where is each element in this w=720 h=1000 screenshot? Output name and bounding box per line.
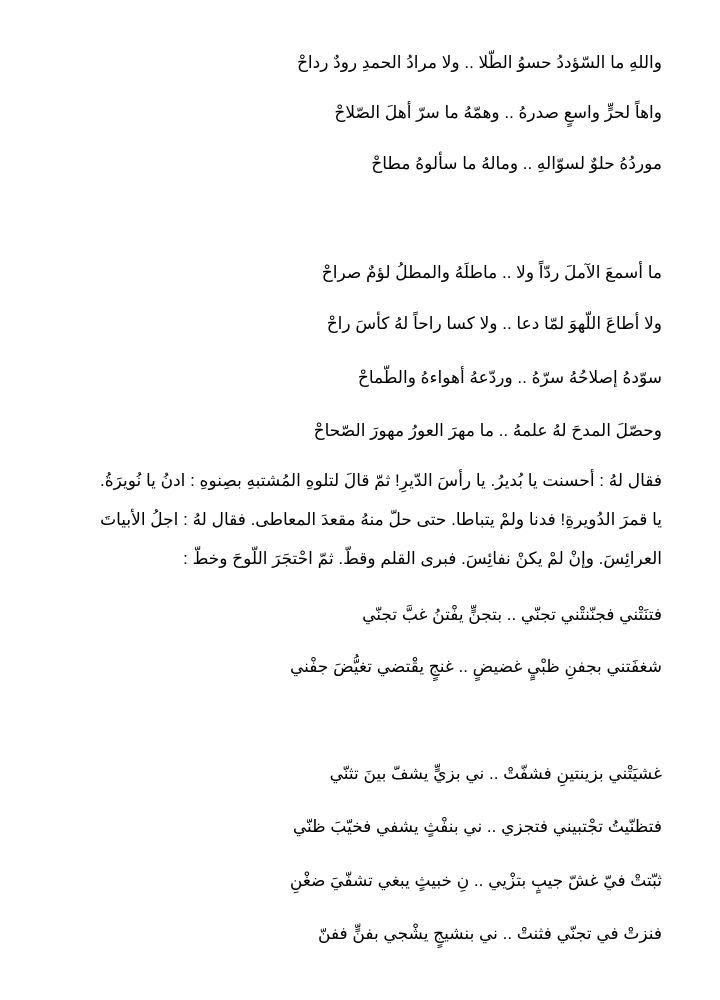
verse-line: فنزتْ في تجنّي فثنتْ .. ني بنشيجٍ يشْجي بفنٍّ ففنّ [318, 924, 662, 943]
verse-line: غشيَتْني بزينتينِ فشفّتْ .. ني بزيٍّ يشفّ بينَ تثنّي [329, 764, 662, 783]
prose-paragraph [8, 470, 662, 587]
verse-line: ما أسمعَ الآملَ ردّاً ولا .. ماطلَهُ والمطلُ لؤمٌ صراحْ [321, 263, 662, 282]
verse-line: واهاً لحرٍّ واسعٍ صدرهُ .. وهمّهُ ما سرّ أهلَ الصّلاحْ [334, 103, 662, 122]
verse-line: شغفَتني بجفنِ ظبْيٍ غضيضٍ .. غنجٍ يقْتضي تغيُّضَ جفْني [289, 657, 662, 676]
prose-line: يا قمرَ الدُويرةِ! فدنا ولمْ يتباطا. حتى حلّ منهُ مقعدَ المعاطى. فقال لهُ : اجلُ الأبياتَ [100, 510, 662, 529]
verse-line: فتظنّيتُ تجْتبيني فتجزي .. ني بنفْثٍ يشفي فخيّبَ ظنّي [292, 817, 662, 836]
prose-line: فقال لهُ : أحسنت يا بُديرُ. يا رأسَ الدّيرِ! ثمّ قالَ لتلوهِ المُشتبهِ بصِنوهِ : ادنُ يا نُويرَةُ. [99, 471, 662, 490]
verse-line: موردُهُ حلوٌ لسوّالهِ .. ومالهُ ما سألوهُ مطاحْ [371, 154, 662, 173]
verse-line: وحصّلَ المدحَ لهُ علمهُ .. ما مهرَ العورُ مهورَ الصّحاحْ [313, 421, 662, 440]
verse-line: ولا أطاعَ اللّهوَ لمّا دعا .. ولا كسا راحاً لهُ كأسَ راحْ [326, 314, 662, 333]
verse-line: فتنَتْني فجنّنتْني تجنّي .. بتجنٍّ يفْتنُ غبَّ تجنّي [362, 605, 662, 624]
verse-line: ثبّتتْ فيّ غشّ جيبٍ بتزْيي .. نِ خبيثٍ يبغي تشفّيَ ضغْنِ [289, 871, 662, 890]
prose-line: العرائِسَ. وإنْ لمْ يكنْ نفائِسَ. فبرى القلم وقطّ. ثمّ احْتجَرَ اللّوحَ وخطّ : [183, 549, 662, 568]
verse-line: واللهِ ما السّؤددُ حسوُ الطّلا .. ولا مرادُ الحمدِ رودٌ رداحْ [296, 53, 662, 72]
verse-line: سوّدهُ إصلاحُهُ سرّهُ .. وردّعهُ أهواءهُ والطّماحْ [357, 368, 662, 387]
